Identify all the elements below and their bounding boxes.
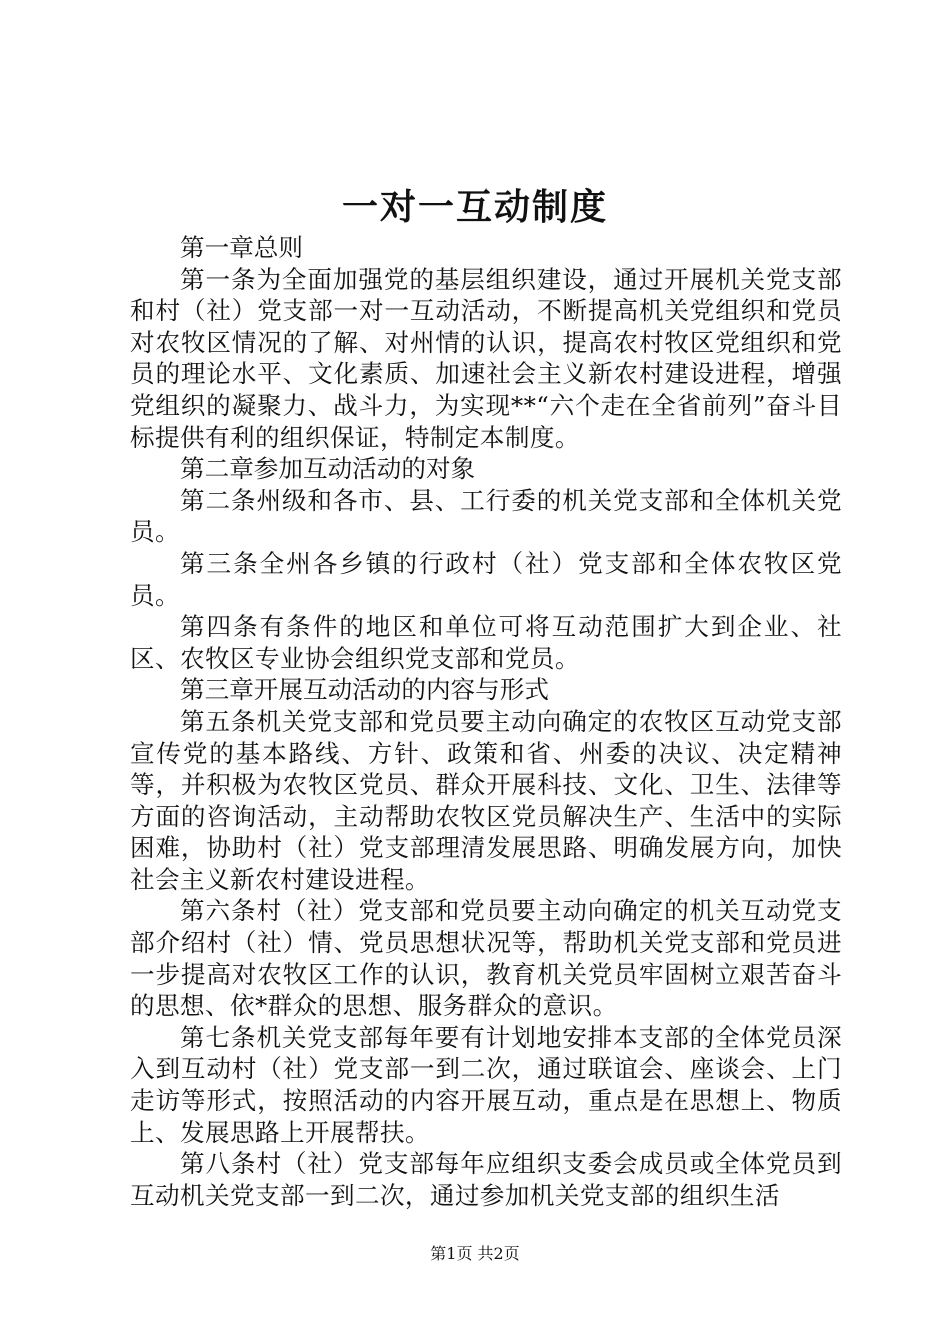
article-paragraph: 第五条机关党支部和党员要主动向确定的农牧区互动党支部宣传党的基本路线、方针、政策和省、州委的决议、决定精神等，并积极为农牧区党员、群众开展科技、文化、卫生、法律等方面的咨询活动，主动帮助农牧区党员解决生产、生活中的实际困难，协助村（社）党支部理清发展思路、明确发展方向，加快社会主义新农村建设进程。 (130, 706, 842, 894)
article-paragraph: 第四条有条件的地区和单位可将互动范围扩大到企业、社区、农牧区专业协会组织党支部和党员。 (130, 612, 842, 673)
article-paragraph: 第六条村（社）党支部和党员要主动向确定的机关互动党支部介绍村（社）情、党员思想状况等，帮助机关党支部和党员进一步提高对农牧区工作的认识，教育机关党员牢固树立艰苦奋斗的思想、依*群众的思想、服务群众的意识。 (130, 896, 842, 1021)
document-body (130, 232, 842, 1211)
article-paragraph: 第一条为全面加强党的基层组织建设，通过开展机关党支部和村（社）党支部一对一互动活动，不断提高机关党组织和党员对农牧区情况的了解、对州情的认识，提高农村牧区党组织和党员的理论水平、文化素质、加速社会主义新农村建设进程，增强党组织的凝聚力、战斗力，为实现**“六个走在全省前列”奋斗目标提供有利的组织保证，特制定本制度。 (130, 264, 842, 452)
article-paragraph: 第三条全州各乡镇的行政村（社）党支部和全体农牧区党员。 (130, 548, 842, 610)
article-paragraph: 第八条村（社）党支部每年应组织支委会成员或全体党员到互动机关党支部一到二次，通过参加机关党支部的组织生活 (130, 1149, 842, 1210)
article-paragraph: 第二条州级和各市、县、工行委的机关党支部和全体机关党员。 (130, 485, 842, 547)
document-title: 一对一互动制度 (341, 186, 608, 228)
chapter-heading: 第二章参加互动活动的对象 (180, 454, 476, 484)
article-paragraph: 第七条机关党支部每年要有计划地安排本支部的全体党员深入到互动村（社）党支部一到二次，通过联谊会、座谈会、上门走访等形式，按照活动的内容开展互动，重点是在思想上、物质上、发展思路上开展帮扶。 (130, 1022, 842, 1147)
chapter-heading: 第三章开展互动活动的内容与形式 (180, 675, 549, 705)
page-number-footer: 第1页 共2页 (430, 1244, 520, 1263)
chapter-heading: 第一章总则 (180, 233, 303, 262)
